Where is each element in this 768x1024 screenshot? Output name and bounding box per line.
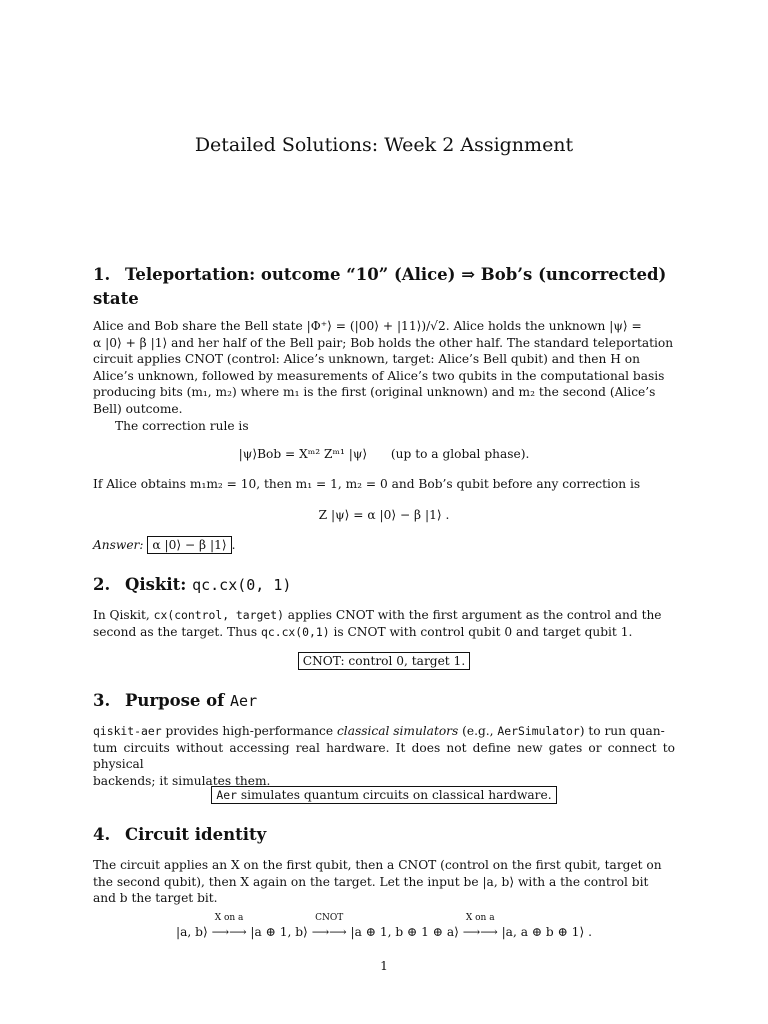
answer-label: Answer: (93, 538, 144, 552)
text-span: provides high-performance (161, 724, 337, 738)
answer-box: α |0⟩ − β |1⟩ (147, 536, 231, 554)
arrow-x-gate (211, 913, 247, 941)
text-line: backends; it simulates them. (93, 773, 271, 788)
arrow-label: X on a (214, 913, 244, 923)
text-span: In Qiskit, (93, 608, 154, 622)
text-span: simulates quantum circuits on classical hardware. (236, 788, 552, 802)
text-line (93, 607, 675, 624)
code-span: qc.cx(0,1) (261, 624, 330, 639)
equation: |ψ⟩Bob = Xᵐ² Zᵐ¹ |ψ⟩ (238, 447, 368, 461)
equation-note: (up to a global phase). (390, 447, 530, 461)
text-line: Bell) outcome. (93, 401, 183, 416)
section-2-paragraph (93, 607, 675, 640)
text-line: and b the target bit. (93, 891, 218, 906)
section-number: 3. (93, 691, 111, 710)
section-number: 1. (93, 265, 111, 284)
section-number: 2. (93, 575, 111, 594)
result-box (211, 786, 556, 804)
arrow-cnot (311, 913, 347, 941)
section-3-paragraph (93, 723, 675, 789)
result-box: CNOT: control 0, target 1. (298, 652, 470, 670)
text-line: α |0⟩ + β |1⟩ and her half of the Bell pair; Bob holds the other half. The standard teleportation (93, 335, 674, 350)
text-line: the second qubit), then X again on the target. Let the input be |a, b⟩ with a the control bit (93, 874, 649, 889)
section-4-paragraph (93, 857, 675, 907)
equation-bob-state: Z |ψ⟩ = α |0⟩ − β |1⟩ . (318, 508, 450, 522)
section-1-paragraph (93, 318, 675, 434)
text-span: (e.g., (458, 724, 498, 738)
text-line: Alice’s unknown, followed by measurements of Alice’s two qubits in the computational basis (93, 368, 665, 383)
text-line: The circuit applies an X on the first qubit, then a CNOT (control on the first qubit, target on (93, 858, 662, 872)
text-line (93, 723, 675, 740)
right-arrow-icon: ⟶⟶ (211, 925, 247, 939)
state: |a ⊕ 1, b ⊕ 1 ⊕ a⟩ (350, 925, 459, 939)
section-4-heading (93, 823, 266, 847)
page-number: 1 (380, 959, 388, 973)
section-title: Circuit identity (125, 825, 267, 844)
state: |a, b⟩ (176, 925, 208, 939)
emphasis: classical simulators (336, 724, 459, 738)
state-transition-chain (93, 913, 675, 941)
state: |a, a ⊕ b ⊕ 1⟩ . (501, 925, 592, 939)
document-title: Detailed Solutions: Week 2 Assignment (194, 134, 574, 156)
text-line: tum circuits without accessing real hardware. It does not define new gates or connect to physical (93, 740, 675, 772)
text-span: ) to run quan- (579, 724, 665, 738)
text-line: circuit applies CNOT (control: Alice’s unknown, target: Alice’s Bell qubit) and then H on (93, 352, 640, 367)
section-title: Qiskit: (125, 575, 193, 594)
text-line (93, 624, 675, 641)
code-span: Aer (216, 788, 237, 802)
arrow-label: CNOT (315, 913, 344, 923)
code-span: cx(control, target) (153, 608, 284, 622)
section-title: Purpose of (125, 691, 231, 710)
text-span: applies CNOT with the first argument as the control and the (283, 608, 662, 622)
state: |a ⊕ 1, b⟩ (250, 925, 308, 939)
equation-correction-rule (93, 446, 675, 463)
section-1-heading (93, 263, 683, 311)
section-2-result (93, 653, 675, 670)
code-span: qiskit-aer (93, 724, 162, 738)
arrow-x-gate (462, 913, 498, 941)
text-line: producing bits (m₁, m₂) where m₁ is the first (original unknown) and m₂ the second (Alice’s (93, 385, 656, 400)
section-title-cont: state (93, 289, 139, 308)
section-2-heading (93, 573, 291, 597)
section-title-code: Aer (230, 692, 258, 710)
section-number: 4. (93, 825, 111, 844)
code-span: AerSimulator (497, 724, 580, 738)
text-span: second as the target. Thus (93, 624, 261, 639)
section-1-paragraph-2: If Alice obtains m₁m₂ = 10, then m₁ = 1, m₂ = 0 and Bob’s qubit before any correction is (93, 477, 641, 491)
section-title: Teleportation: outcome “10” (Alice) ⇒ Bob’s (uncorrected) (125, 265, 667, 284)
text-line: Alice and Bob share the Bell state |Φ⁺⟩ = (|00⟩ + |11⟩)/√2. Alice holds the unknown |ψ⟩ = (93, 319, 642, 333)
section-title-code: qc.cx(0, 1) (192, 576, 292, 594)
right-arrow-icon: ⟶⟶ (462, 925, 498, 939)
text-line: The correction rule is (115, 418, 249, 433)
section-3-heading (93, 689, 257, 713)
answer-line: Answer: α |0⟩ − β |1⟩ . (93, 538, 236, 552)
arrow-label: X on a (465, 913, 495, 923)
section-3-result (93, 787, 675, 804)
right-arrow-icon: ⟶⟶ (311, 925, 347, 939)
text-span: is CNOT with control qubit 0 and target qubit 1. (329, 624, 633, 639)
